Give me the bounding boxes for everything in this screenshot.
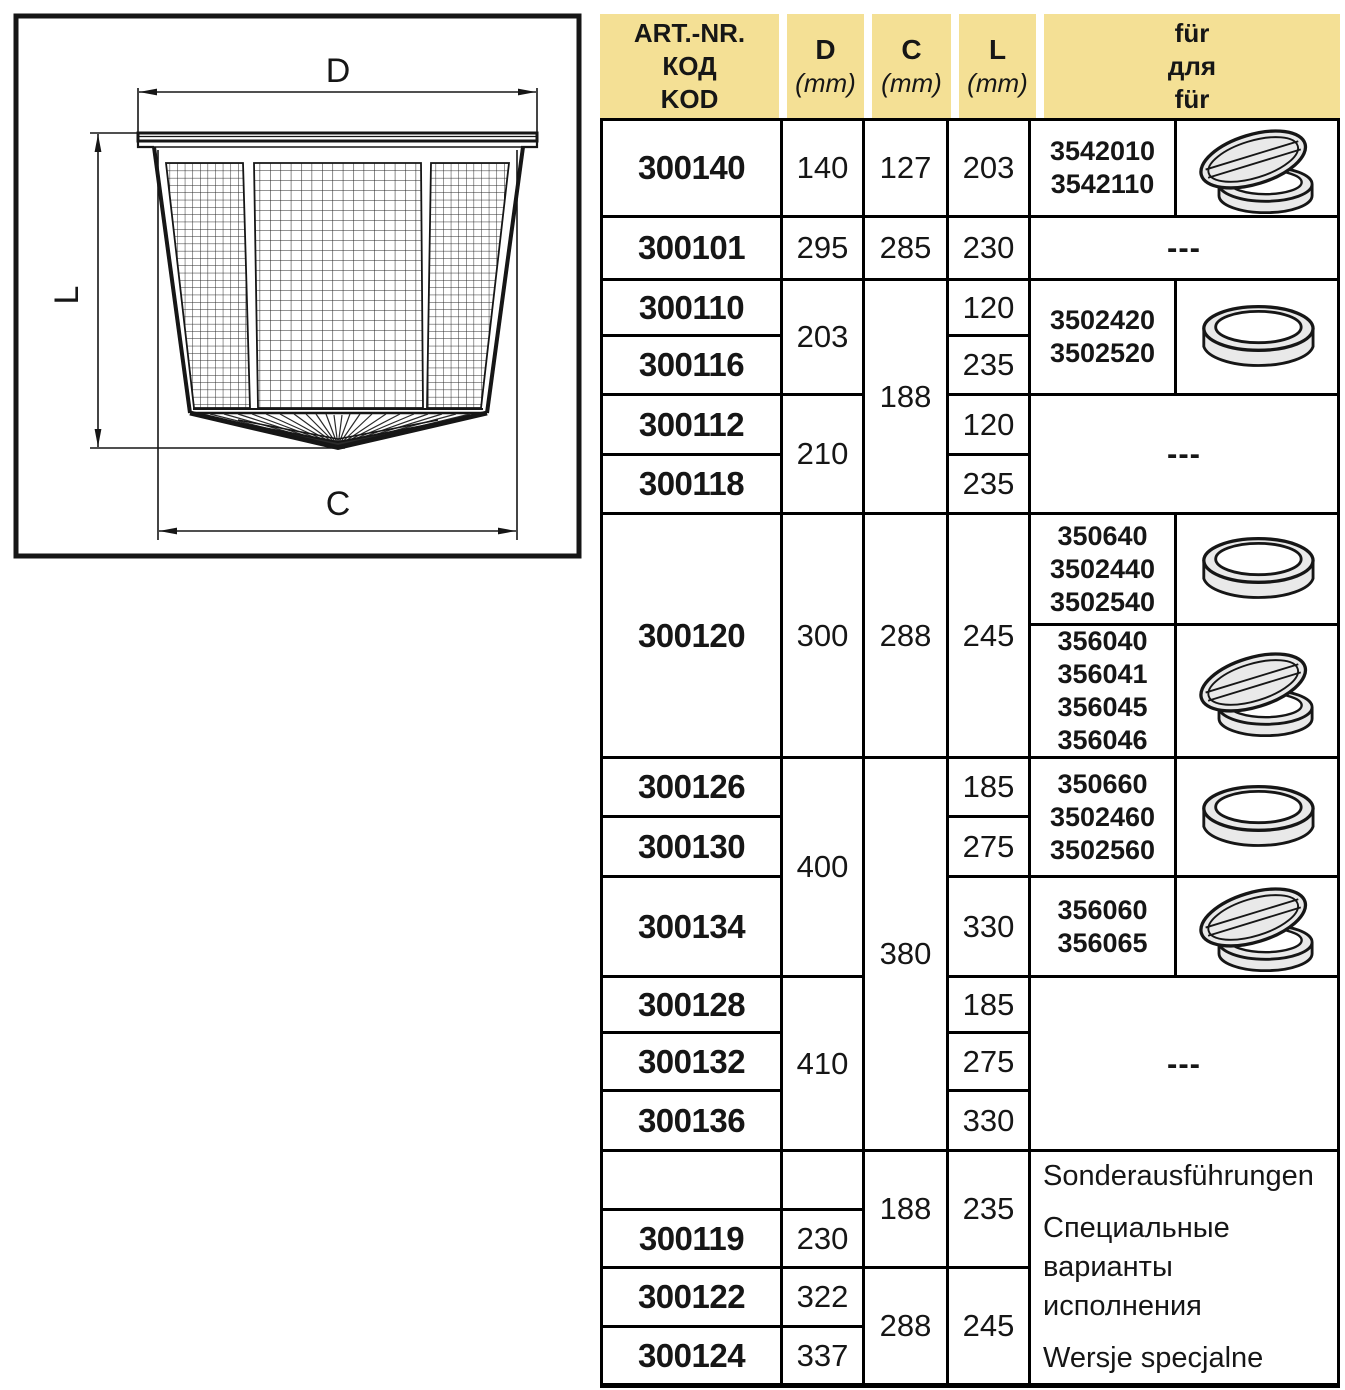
c-cell: 285 <box>865 218 946 278</box>
l-cell: 330 <box>949 1092 1028 1149</box>
fuer-codes-cell: 356060 356065 <box>1031 878 1174 975</box>
fuer-codes-cell: 3502420 3502520 <box>1031 281 1174 393</box>
art-cell-blank <box>603 1152 780 1208</box>
fuer-codes-cell: 350640 3502440 3502540 <box>1031 515 1174 623</box>
art-cell: 300124 <box>603 1328 780 1383</box>
d-cell: 400 <box>783 759 862 975</box>
dimension-d-label: D <box>325 52 351 90</box>
l-cell: 245 <box>949 515 1028 756</box>
c-cell: 288 <box>865 1269 946 1383</box>
art-cell: 300118 <box>603 456 780 512</box>
special-versions-cell: Sonderausführungen Специальные варианты исполнения Wersje specjalne <box>1031 1152 1337 1383</box>
fuer-icon-cell <box>1177 878 1337 975</box>
art-cell: 300119 <box>603 1211 780 1266</box>
d-cell: 210 <box>783 396 862 512</box>
art-cell: 300122 <box>603 1269 780 1325</box>
l-cell: 185 <box>949 978 1028 1031</box>
l-cell: 235 <box>949 1152 1028 1266</box>
c-cell: 288 <box>865 515 946 756</box>
basket-technical-drawing <box>10 10 585 562</box>
l-cell: 203 <box>949 121 1028 215</box>
header-art-nr: ART.-NR. КОД KOD <box>600 14 779 118</box>
c-cell: 188 <box>865 281 946 512</box>
lid-open-icon <box>1181 881 1333 972</box>
art-cell: 300130 <box>603 818 780 875</box>
fuer-codes-cell: 350660 3502460 3502560 <box>1031 759 1174 875</box>
d-cell-blank <box>783 1152 862 1208</box>
header-fuer: für для für <box>1044 14 1340 118</box>
fuer-icon-cell <box>1177 121 1337 215</box>
d-cell: 230 <box>783 1211 862 1266</box>
d-cell: 300 <box>783 515 862 756</box>
d-cell: 203 <box>783 281 862 393</box>
basket-mesh <box>166 163 509 408</box>
art-cell: 300116 <box>603 337 780 393</box>
art-cell: 300136 <box>603 1092 780 1149</box>
l-cell: 235 <box>949 456 1028 512</box>
dimension-c-label: C <box>325 485 351 523</box>
fuer-icon-cell <box>1177 281 1337 393</box>
ring-icon <box>1181 772 1333 863</box>
header-l: L (mm) <box>959 14 1036 118</box>
art-cell: 300134 <box>603 878 780 975</box>
art-cell: 300101 <box>603 218 780 278</box>
l-cell: 235 <box>949 337 1028 393</box>
d-cell: 337 <box>783 1328 862 1383</box>
table-body <box>600 118 1340 1388</box>
ring-icon <box>1181 292 1333 383</box>
l-cell: 120 <box>949 281 1028 334</box>
art-cell: 300112 <box>603 396 780 453</box>
lid-open-icon <box>1181 646 1333 737</box>
fuer-dash-cell: --- <box>1031 396 1337 512</box>
c-cell: 127 <box>865 121 946 215</box>
l-cell: 330 <box>949 878 1028 975</box>
d-cell: 410 <box>783 978 862 1149</box>
l-cell: 120 <box>949 396 1028 453</box>
c-cell: 380 <box>865 759 946 1149</box>
l-cell: 245 <box>949 1269 1028 1383</box>
fuer-codes-cell: 356040 356041 356045 356046 <box>1031 626 1174 756</box>
l-cell: 230 <box>949 218 1028 278</box>
fuer-dash-cell: --- <box>1031 978 1337 1149</box>
table-header <box>600 14 1340 118</box>
c-cell: 188 <box>865 1152 946 1266</box>
d-cell: 295 <box>783 218 862 278</box>
art-cell: 300132 <box>603 1034 780 1089</box>
dimension-l-label: L <box>48 285 86 305</box>
art-cell: 300128 <box>603 978 780 1031</box>
art-cell: 300126 <box>603 759 780 815</box>
l-cell: 185 <box>949 759 1028 815</box>
ring-icon <box>1181 524 1333 615</box>
fuer-icon-cell <box>1177 759 1337 875</box>
header-c: C (mm) <box>872 14 951 118</box>
l-cell: 275 <box>949 1034 1028 1089</box>
fuer-icon-cell <box>1177 515 1337 623</box>
d-cell: 140 <box>783 121 862 215</box>
header-d: D (mm) <box>787 14 864 118</box>
l-cell: 275 <box>949 818 1028 875</box>
lid-open-icon <box>1181 123 1333 214</box>
art-cell: 300120 <box>603 515 780 756</box>
fuer-icon-cell <box>1177 626 1337 756</box>
art-cell: 300110 <box>603 281 780 334</box>
fuer-codes-cell: 3542010 3542110 <box>1031 121 1174 215</box>
fuer-dash-cell: --- <box>1031 218 1337 278</box>
d-cell: 322 <box>783 1269 862 1325</box>
art-cell: 300140 <box>603 121 780 215</box>
